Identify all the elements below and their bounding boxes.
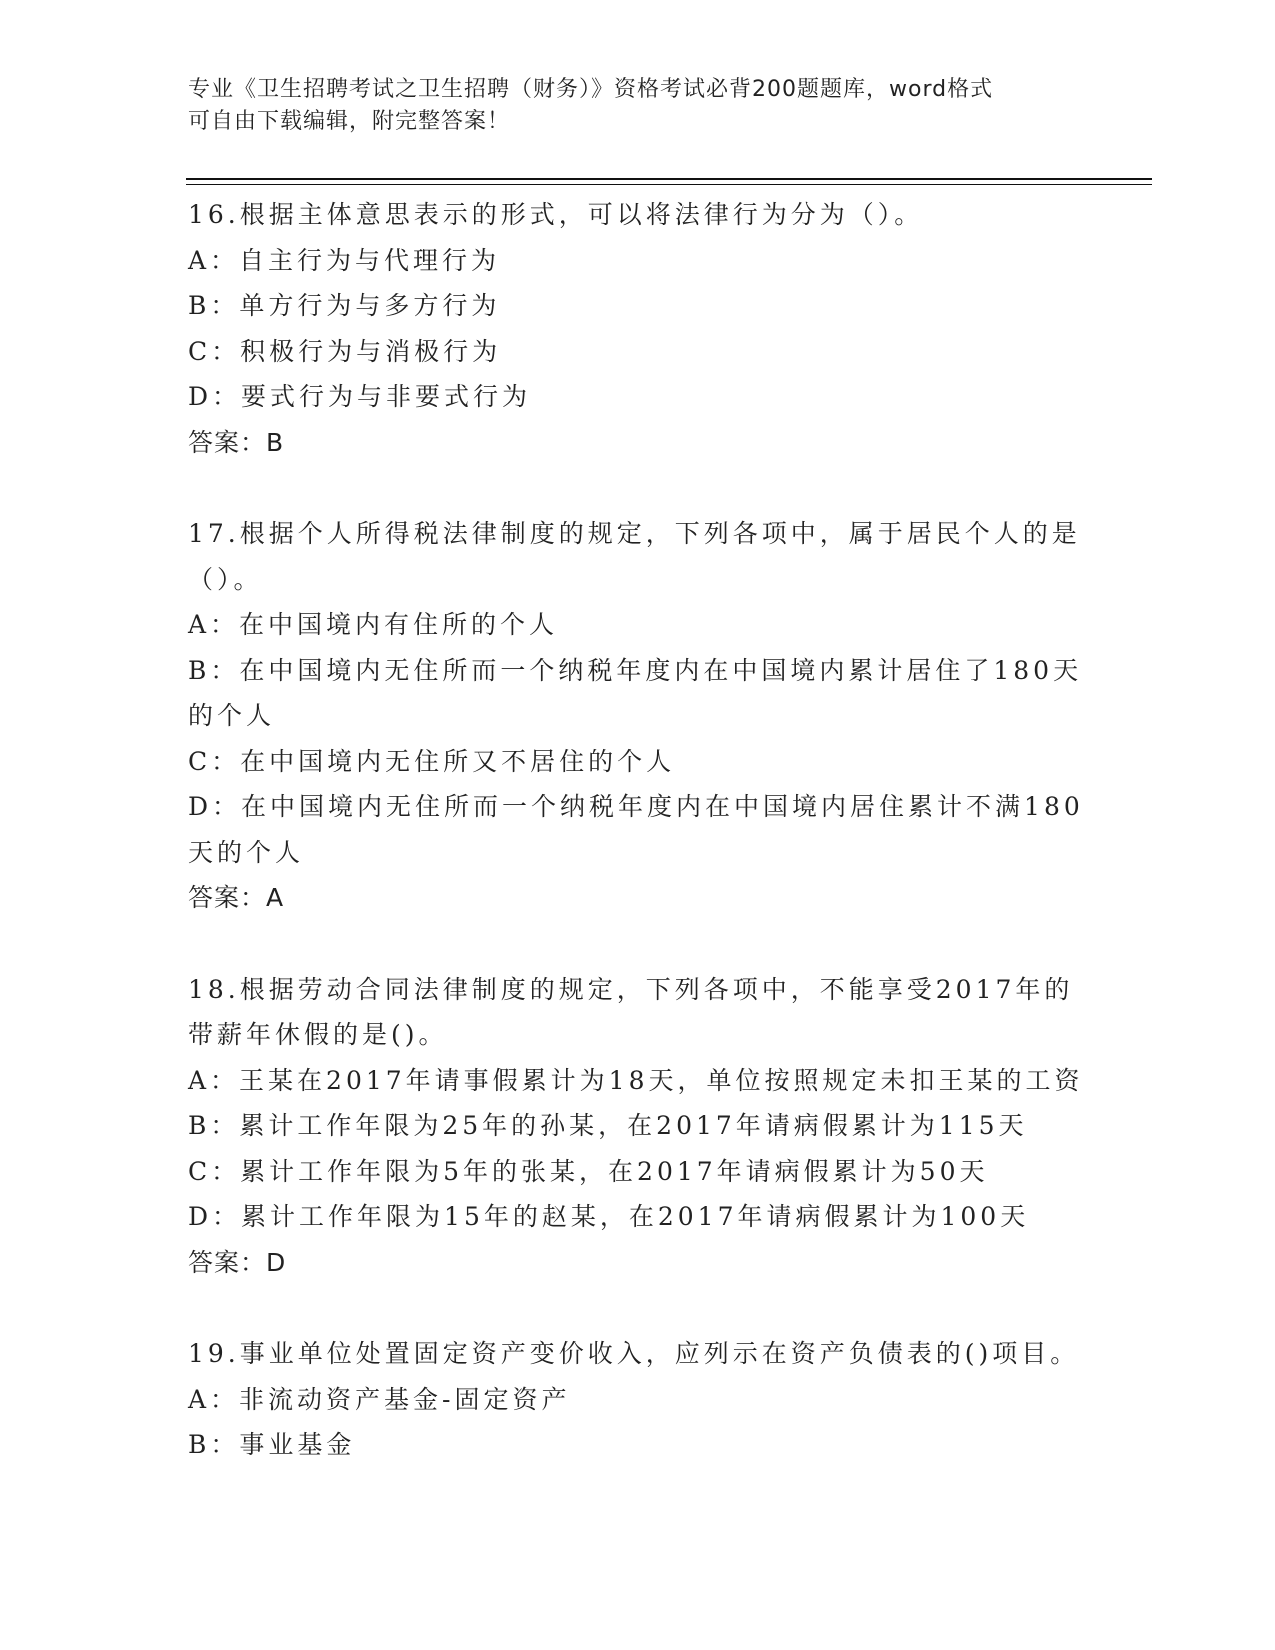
- answer-option: D：累计工作年限为15年的赵某，在2017年请病假累计为100天: [188, 1202, 1030, 1231]
- answer-option: B：累计工作年限为25年的孙某，在2017年请病假累计为115天: [188, 1111, 1028, 1140]
- question-text: 16.根据主体意思表示的形式，可以将法律行为分为（）。: [188, 200, 924, 229]
- header-line-2: 可自由下载编辑，附完整答案！: [188, 109, 511, 134]
- question-text: 17.根据个人所得税法律制度的规定，下列各项中，属于居民个人的是: [188, 519, 1081, 548]
- answer-option: B：在中国境内无住所而一个纳税年度内在中国境内累计居住了180天: [188, 655, 1083, 685]
- answer-option: A：自主行为与代理行为: [188, 245, 501, 275]
- answer-option: 的个人: [188, 701, 276, 730]
- answer-option: C：累计工作年限为5年的张某，在2017年请病假累计为50天: [188, 1156, 989, 1186]
- answer-key: 答案：B: [188, 427, 285, 457]
- answer-option: D：要式行为与非要式行为: [188, 382, 532, 411]
- question-text: 18.根据劳动合同法律制度的规定，下列各项中，不能享受2017年的: [188, 974, 1074, 1004]
- document-header: [188, 74, 1068, 138]
- answer-option: A：在中国境内有住所的个人: [188, 610, 559, 639]
- question-text: （）。: [188, 564, 263, 594]
- answer-option: B：事业基金: [188, 1430, 356, 1459]
- answer-option: D：在中国境内无住所而一个纳税年度内在中国境内居住累计不满180: [188, 792, 1084, 821]
- question-block: [188, 511, 1088, 921]
- header-divider-thin: [186, 184, 1152, 185]
- answer-key: 答案：A: [188, 883, 285, 912]
- question-text: 19.事业单位处置固定资产变价收入，应列示在资产负债表的()项目。: [188, 1339, 1080, 1368]
- header-line-1: 专业《卫生招聘考试之卫生招聘（财务）》资格考试必背200题题库，word格式: [188, 77, 994, 102]
- answer-option: B：单方行为与多方行为: [188, 291, 501, 320]
- header-divider-thick: [186, 178, 1152, 180]
- question-block: [188, 967, 1088, 1286]
- answer-key: 答案：D: [188, 1247, 287, 1277]
- answer-option: A：非流动资产基金-固定资产: [188, 1384, 571, 1414]
- question-block: [188, 192, 1088, 465]
- answer-option: C：积极行为与消极行为: [188, 336, 502, 366]
- question-list: [188, 192, 1088, 1514]
- answer-option: A：王某在2017年请事假累计为18天，单位按照规定未扣王某的工资: [188, 1065, 1084, 1095]
- answer-option: C：在中国境内无住所又不居住的个人: [188, 746, 676, 776]
- question-block: [188, 1331, 1088, 1468]
- question-text: 带薪年休假的是()。: [188, 1020, 448, 1049]
- answer-option: 天的个人: [188, 837, 305, 867]
